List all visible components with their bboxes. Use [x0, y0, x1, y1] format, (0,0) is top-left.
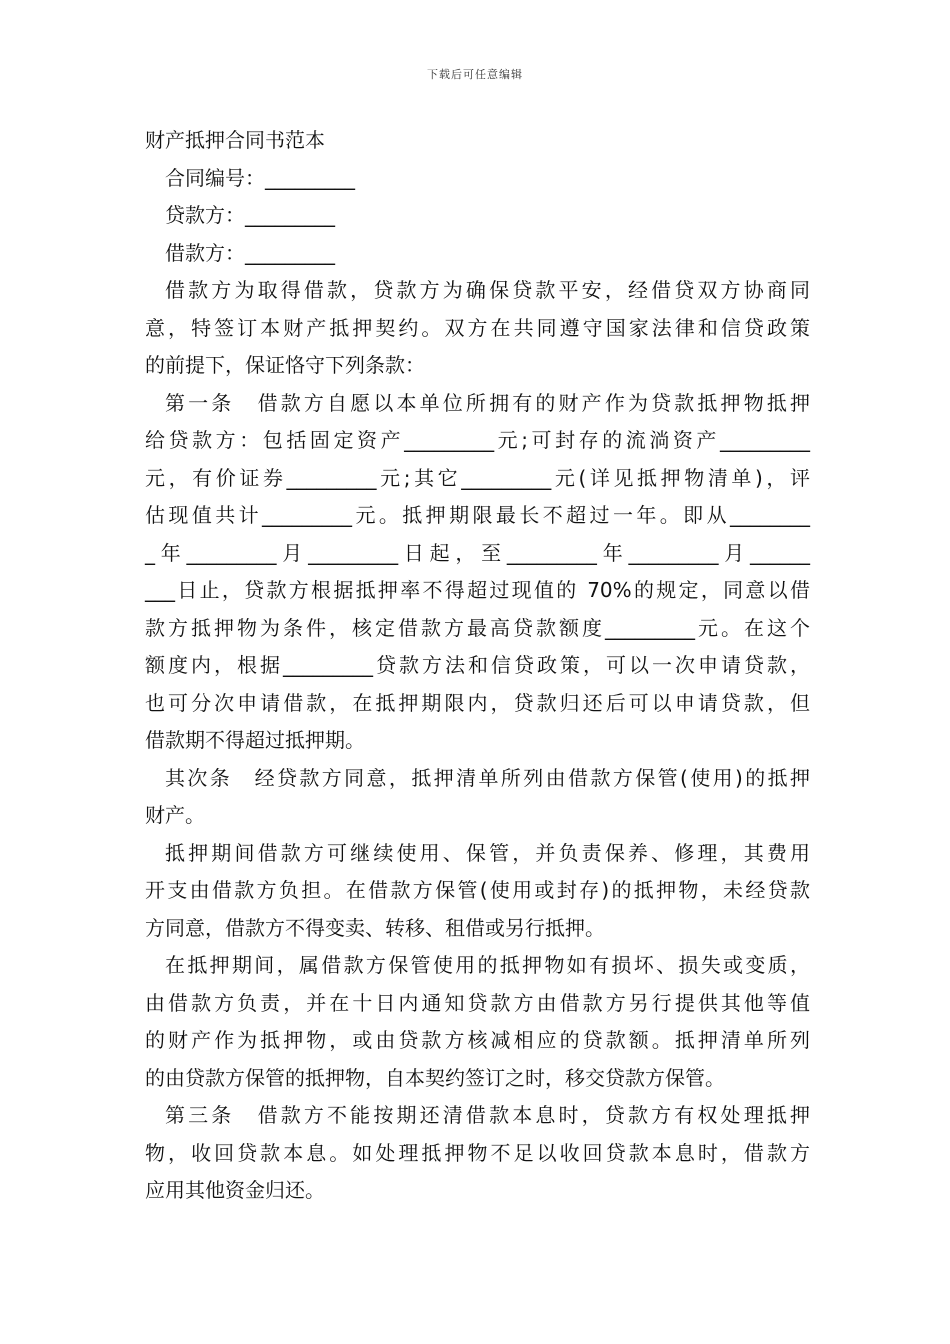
- paragraph-line: 开支由借款方负担。在借款方保管(使用或封存)的抵押物，未经贷款: [145, 878, 810, 902]
- paragraph-line: 元，有价证券_________元;其它_________元(详见抵押物清单)，评: [145, 465, 810, 490]
- intro-paragraph: [145, 272, 810, 385]
- page-header-note: 下载后可任意编辑: [427, 68, 523, 81]
- paragraph-line: 额度内，根据_________贷款方法和信贷政策，可以一次申请贷款，: [145, 653, 810, 677]
- paragraph-line: 在抵押期间，属借款方保管使用的抵押物如有损坏、损失或变质，: [165, 953, 810, 977]
- paragraph-line: 借款方为取得借款，贷款方为确保贷款平安，经借贷双方协商同: [165, 278, 810, 302]
- damage-paragraph: [145, 947, 810, 1097]
- article-one-paragraph: [145, 385, 810, 760]
- lender-field: 贷款方：_________: [165, 203, 335, 227]
- paragraph-line: 也可分次申请借款，在抵押期限内，贷款归还后可以申请贷款，但: [145, 690, 810, 715]
- paragraph-line: 财产。: [145, 803, 205, 827]
- paragraph-line: 第一条 借款方自愿以本单位所拥有的财产作为贷款抵押物抵押: [165, 390, 810, 415]
- borrower-field: 借款方：_________: [165, 240, 335, 265]
- paragraph-line: 估现值共计_________元。抵押期限最长不超过一年。即从________: [145, 503, 810, 527]
- paragraph-line: _年_________月_________日起，至_________年_________月______: [145, 540, 810, 565]
- paragraph-line: ___日止，贷款方根据抵押率不得超过现值的 70%的规定，同意以借: [145, 578, 810, 602]
- paragraph-line: 的财产作为抵押物，或由贷款方核减相应的贷款额。抵押清单所列: [145, 1028, 810, 1052]
- custody-paragraph: [145, 835, 810, 948]
- document-title: 财产抵押合同书范本: [145, 128, 325, 152]
- paragraph-line: 其次条 经贷款方同意，抵押清单所列由借款方保管(使用)的抵押: [165, 765, 810, 790]
- paragraph-line: 的由贷款方保管的抵押物，自本契约签订之时，移交贷款方保管。: [145, 1065, 725, 1090]
- paragraph-line: 第三条 借款方不能按期还清借款本息时，贷款方有权处理抵押: [165, 1103, 810, 1127]
- paragraph-line: 应用其他资金归还。: [145, 1178, 325, 1202]
- paragraph-line: 的前提下，保证恪守下列条款：: [145, 353, 425, 377]
- paragraph-line: 物，收回贷款本息。如处理抵押物不足以收回贷款本息时，借款方: [145, 1140, 810, 1165]
- contract-number-field: 合同编号：_________: [165, 165, 355, 190]
- contract-document: [145, 122, 810, 1210]
- article-two-paragraph: [145, 760, 810, 835]
- paragraph-line: 给贷款方：包括固定资产_________元;可封存的流淌资产_________: [145, 428, 810, 452]
- paragraph-line: 方同意，借款方不得变卖、转移、租借或另行抵押。: [145, 915, 605, 940]
- article-three-paragraph: [145, 1097, 810, 1210]
- paragraph-line: 由借款方负责，并在十日内通知贷款方由借款方另行提供其他等值: [145, 990, 810, 1015]
- paragraph-line: 借款期不得超过抵押期。: [145, 728, 365, 752]
- paragraph-line: 意，特签订本财产抵押契约。双方在共同遵守国家法律和信贷政策: [145, 315, 810, 340]
- paragraph-line: 抵押期间借款方可继续使用、保管，并负责保养、修理，其费用: [165, 840, 810, 865]
- paragraph-line: 款方抵押物为条件，核定借款方最高贷款额度_________元。在这个: [145, 615, 810, 640]
